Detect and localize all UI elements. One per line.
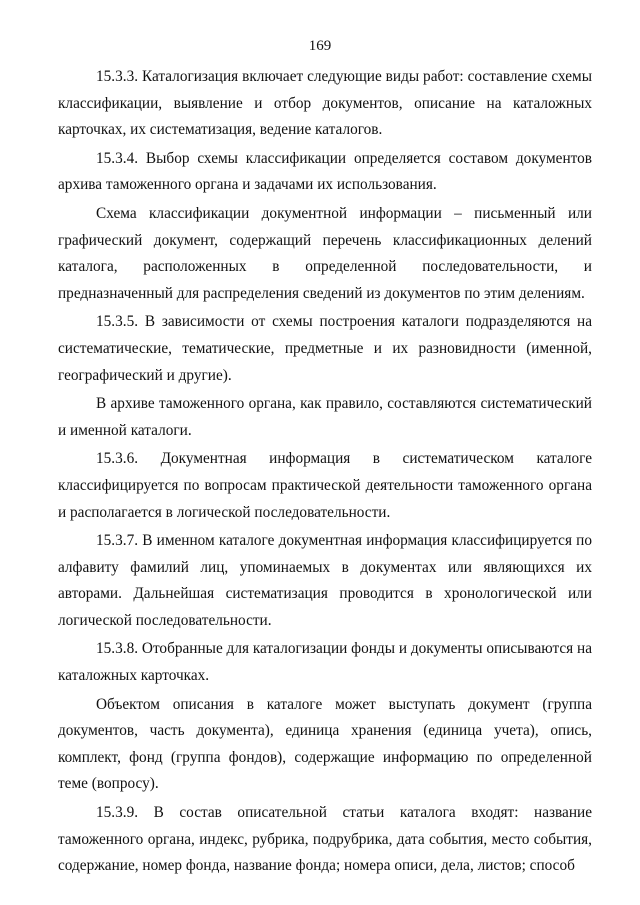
paragraph-archive-catalogs: В архиве таможенного органа, как правило, составляются систематический и именной каталоги. [58,395,592,439]
paragraph-description-object: Объектом описания в каталоге может выступать документ (группа документов, часть документа), единица хранения (единица учета), опись, комплект, фонд (группа фондов), содержащие информацию по определенной теме (вопросу). [58,695,592,793]
paragraph-15-3-3: 15.3.3. Каталогизация включает следующие виды работ: составление схемы классификации, выявление и отбор документов, описание на каталожных карточках, их систематизация, ведение каталогов. [58,68,592,139]
document-body [58,64,592,880]
paragraph-15-3-7: 15.3.7. В именном каталоге документная информация классифицируется по алфавиту фамилий лиц, упоминаемых в документах или являющихся их авторами. Дальнейшая систематизация проводится в хронологической или логической последовательности. [58,532,592,629]
paragraph-15-3-5: 15.3.5. В зависимости от схемы построения каталоги подразделяются на систематические, тематические, предметные и их разновидности (именной, географический и другие). [58,313,592,384]
paragraph-15-3-9: 15.3.9. В состав описательной статьи каталога входят: название таможенного органа, индекс, рубрика, подрубрика, дата события, место события, содержание, номер фонда, название фонда; номера описи, дела, листов; способ [58,804,592,875]
paragraph-15-3-4: 15.3.4. Выбор схемы классификации определяется составом документов архива таможенного органа и задачами их использования. [58,149,592,194]
paragraph-classification-scheme: Схема классификации документной информации – письменный или графический документ, содержащий перечень классификационных делений каталога, расположенных в определенной последовательности, и предназначенный для распределения сведений из документов по этим делениям. [58,204,592,302]
paragraph-15-3-8: 15.3.8. Отобранные для каталогизации фонды и документы описываются на каталожных карточках. [58,640,592,685]
page-number: 169 [308,38,332,54]
paragraph-15-3-6: 15.3.6. Документная информация в систематическом каталоге классифицируется по вопросам практической деятельности таможенного органа и располагается в логической последовательности. [58,450,592,521]
